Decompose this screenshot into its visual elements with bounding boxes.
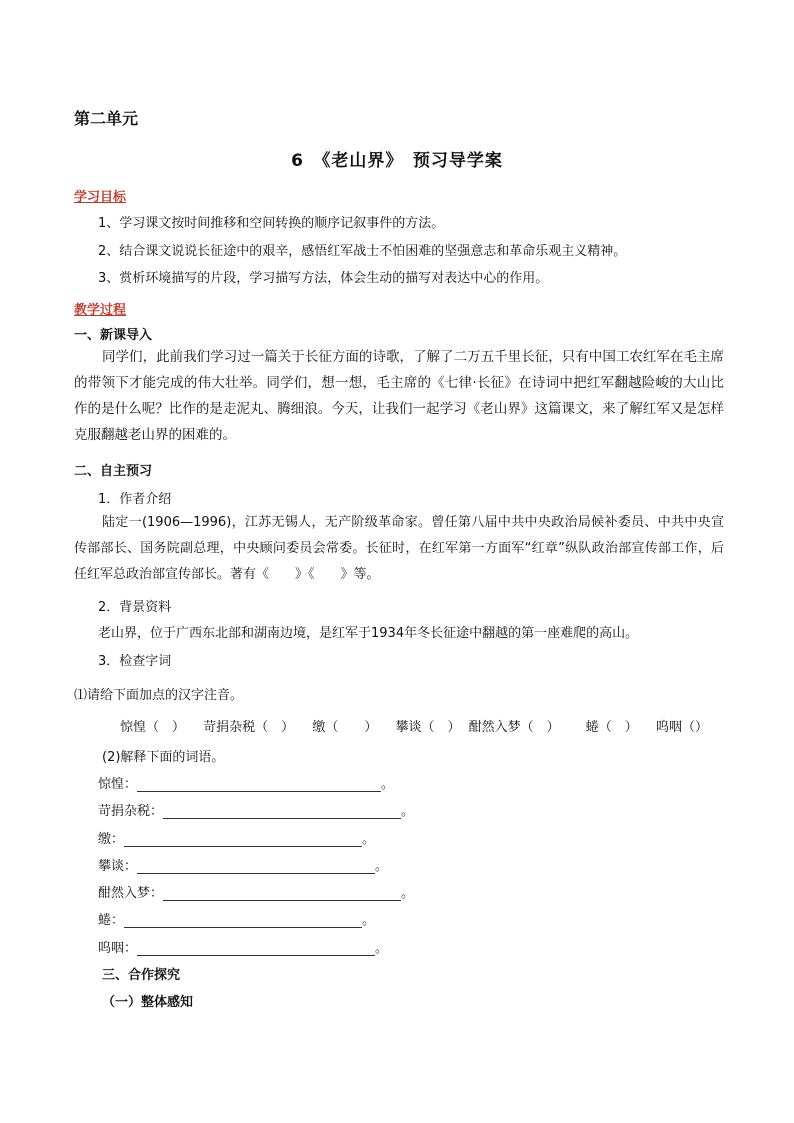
- pinyin-item[interactable]: 苛捐杂税（ ）: [203, 720, 295, 735]
- answer-blank[interactable]: [137, 859, 375, 874]
- section-heading: 二、自主预习: [74, 464, 153, 479]
- explain-term: 呜咽：: [98, 941, 138, 956]
- answer-blank[interactable]: [137, 941, 375, 956]
- explain-row: [98, 909, 375, 928]
- pinyin-item[interactable]: 蜷（ ）: [585, 720, 638, 735]
- explain-term: 苛捐杂税：: [98, 804, 164, 819]
- intro-paragraph: 同学们，此前我们学习过一篇关于长征方面的诗歌，了解了二万五千里长征，只有中国工农红军在毛主席的带领下才能完成的伟大壮举。同学们，想一想，毛主席的《七律·长征》在诗词中把红军翻越险峻的大山比作的是什么呢？比作的是走泥丸、腾细浪。今天，让我们一起学习《老山界》这篇课文，来了解红军又是怎样克服翻越老山界的困难的。: [74, 349, 724, 443]
- objective-item: 2、结合课文说说长征途中的艰辛，感悟红军战士不怕困难的坚强意志和革命乐观主义精神。: [98, 244, 627, 259]
- section-heading: 三、合作探究: [102, 968, 181, 983]
- explain-row: [98, 773, 394, 792]
- pinyin-item[interactable]: 攀谈（ ）: [395, 720, 461, 735]
- subsection-heading: 3．检查字词: [98, 654, 172, 669]
- period: 。: [362, 913, 376, 928]
- page-title: 6 《老山界》 预习导学案: [291, 151, 503, 171]
- explain-row: [98, 828, 375, 847]
- explain-row: [98, 937, 388, 956]
- pinyin-row: [120, 716, 708, 735]
- answer-blank[interactable]: [163, 886, 401, 901]
- unit-heading: 第二单元: [74, 109, 139, 128]
- pinyin-item[interactable]: 呜咽（）: [655, 720, 708, 735]
- explain-term: 攀谈：: [98, 859, 138, 874]
- subsection-heading: （一）整体感知: [102, 995, 194, 1010]
- answer-blank[interactable]: [124, 832, 362, 847]
- objective-item: 3、赏析环境描写的片段，学习描写方法，体会生动的描写对表达中心的作用。: [98, 271, 549, 286]
- answer-blank[interactable]: [137, 777, 381, 792]
- period: 。: [401, 804, 415, 819]
- explain-term: 蜷：: [98, 913, 125, 928]
- explain-row: [98, 855, 388, 874]
- answer-blank[interactable]: [163, 804, 401, 819]
- pinyin-item[interactable]: 惊惶（ ）: [120, 720, 186, 735]
- subsection-heading: 2．背景资料: [98, 600, 172, 615]
- period: 。: [381, 777, 395, 792]
- explain-row: [98, 800, 414, 819]
- pinyin-item[interactable]: 酣然入梦（ ）: [468, 720, 560, 735]
- period: 。: [362, 832, 376, 847]
- section-heading: 一、新课导入: [74, 328, 153, 343]
- explain-row: [98, 882, 414, 901]
- explain-term: 缴：: [98, 832, 125, 847]
- subsection-heading: 1．作者介绍: [98, 492, 172, 507]
- background-text: 老山界，位于广西东北部和湖南边境，是红军于1934年冬长征途中翻越的第一座难爬的高山。: [98, 626, 639, 641]
- answer-blank[interactable]: [124, 913, 362, 928]
- period: 。: [375, 859, 389, 874]
- process-heading: 教学过程: [74, 303, 127, 318]
- pinyin-item[interactable]: 缴（ ）: [312, 720, 378, 735]
- explain-term: 惊惶：: [98, 777, 138, 792]
- objective-item: 1、学习课文按时间推移和空间转换的顺序记叙事件的方法。: [98, 216, 445, 231]
- period: 。: [401, 886, 415, 901]
- period: 。: [375, 941, 389, 956]
- explain-term: 酣然入梦：: [98, 886, 164, 901]
- question-explain: (2)解释下面的词语。: [102, 750, 225, 765]
- author-paragraph: 陆定一(1906—1996)，江苏无锡人，无产阶级革命家。曾任第八届中共中央政治局候补委员、中共中央宣传部部长、国务院副总理，中央顾问委员会常委。长征时，在红军第一方面军“红章”纵队政治部宣传部工作，后任红军总政治部宣传部长。著有《 》《 》等。: [74, 515, 724, 582]
- question-pinyin: ⑴请给下面加点的汉字注音。: [74, 688, 244, 703]
- objectives-heading: 学习目标: [74, 190, 127, 205]
